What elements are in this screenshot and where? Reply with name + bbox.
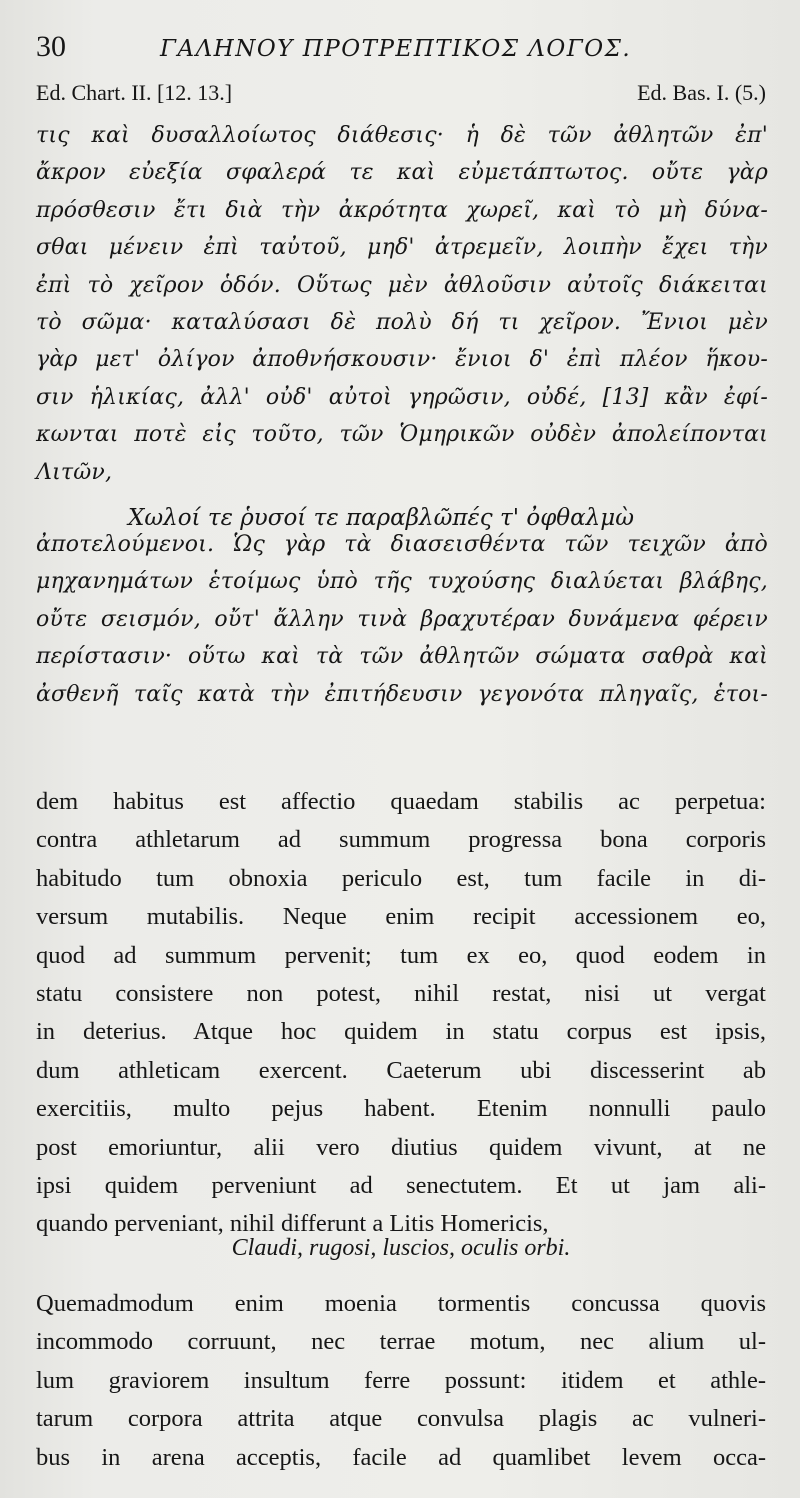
greek-line: τὸ σῶμα· καταλύσασι δὲ πολὺ δή τι χεῖρον. Ἔνιοι μὲν: [36, 309, 768, 335]
greek-line: Λιτῶν,: [36, 459, 113, 485]
page-number: 30: [36, 30, 66, 63]
greek-line: ἀποτελούμενοι. Ὡς γὰρ τὰ διασεισθέντα τῶν τειχῶν ἀπὸ: [36, 532, 768, 557]
running-head: [36, 30, 772, 70]
greek-line: τις καὶ δυσαλλοίωτος διάθεσις· ἡ δὲ τῶν ἀθλητῶν ἐπ': [36, 123, 768, 148]
latin-line: dum athleticam exercent. Caeterum ubi discesserint ab: [36, 1056, 766, 1084]
greek-line: κωνται ποτὲ εἰς τοῦτο, τῶν Ὁμηρικῶν οὐδὲν ἀπολείπονται: [36, 422, 768, 448]
latin-line: Quemadmodum enim moenia tormentis concussa quovis: [36, 1290, 766, 1317]
latin-text-block-continued: [36, 1285, 766, 1477]
latin-line: quando perveniant, nihil differunt a Litis Homericis,: [36, 1210, 549, 1238]
latin-line: ipsi quidem perveniunt ad senectutem. Et ut jam ali-: [36, 1171, 766, 1199]
greek-line: γὰρ μετ' ὀλίγον ἀποθνήσκουσιν· ἔνιοι δ' ἐπὶ πλέον ἥκου-: [36, 347, 768, 373]
latin-line: dem habitus est affectio quaedam stabilis ac perpetua:: [36, 788, 766, 815]
greek-line: οὔτε σεισμόν, οὔτ' ἄλλην τινὰ βραχυτέραν δυνάμενα φέρειν: [36, 606, 768, 632]
running-title: ΓΑΛΗΝΟΥ ΠΡΟΤΡΕΠΤΙΚΟΣ ΛΟΓΟΣ.: [160, 36, 632, 62]
greek-line: ἄκρον εὐεξία σφαλερά τε καὶ εὐμετάπτωτος. οὔτε γὰρ: [36, 160, 768, 186]
edition-basel-reference: Ed. Bas. I. (5.): [637, 80, 766, 105]
latin-verse-quotation: Claudi, rugosi, luscios, oculis orbi.: [231, 1235, 571, 1261]
greek-line: πρόσθεσιν ἔτι διὰ τὴν ἀκρότητα χωρεῖ, καὶ τὸ μὴ δύνα-: [36, 197, 768, 223]
greek-verse-quotation: Χωλοί τε ῥυσοί τε παραβλῶπές τ' ὀφθαλμὼ: [128, 504, 634, 531]
latin-line: in deterius. Atque hoc quidem in statu corpus est ipsis,: [36, 1018, 766, 1046]
greek-text-block-continued: [36, 526, 768, 713]
greek-line: σθαι μένειν ἐπὶ ταὐτοῦ, μηδ' ἀτρεμεῖν, λοιπὴν ἔχει τὴν: [36, 235, 768, 261]
latin-line: exercitiis, multo pejus habent. Etenim nonnulli paulo: [36, 1095, 766, 1123]
latin-line: habitudo tum obnoxia periculo est, tum facile in di-: [36, 864, 766, 892]
latin-line: lum graviorem insultum ferre possunt: itidem et athle-: [36, 1366, 766, 1394]
latin-text-block: [36, 783, 766, 1244]
latin-line: contra athletarum ad summum progressa bona corporis: [36, 826, 766, 854]
greek-line: περίστασιν· οὕτω καὶ τὰ τῶν ἀθλητῶν σώματα σαθρὰ καὶ: [36, 644, 768, 670]
latin-line: quod ad summum pervenit; tum ex eo, quod eodem in: [36, 941, 766, 969]
latin-line: versum mutabilis. Neque enim recipit accessionem eo,: [36, 903, 766, 931]
greek-line: ἐπὶ τὸ χεῖρον ὁδόν. Οὕτως μὲν ἀθλοῦσιν αὐτοῖς διάκειται: [36, 272, 768, 298]
greek-text-block: [36, 117, 768, 546]
greek-line: ἀσθενῆ ταῖς κατὰ τὴν ἐπιτήδευσιν γεγονότα πληγαῖς, ἑτοι-: [36, 681, 768, 707]
latin-line: statu consistere non potest, nihil restat, nisi ut vergat: [36, 979, 766, 1007]
greek-line: σιν ἡλικίας, ἀλλ' οὐδ' αὐτοὶ γηρῶσιν, οὐδέ, [13] κἂν ἐφί-: [36, 384, 768, 410]
latin-line: post emoriuntur, alii vero diutius quidem vivunt, at ne: [36, 1133, 766, 1161]
latin-line: bus in arena acceptis, facile ad quamlibet levem occa-: [36, 1443, 766, 1471]
greek-line: μηχανημάτων ἑτοίμως ὑπὸ τῆς τυχούσης διαλύεται βλάβης,: [36, 569, 768, 595]
edition-chart-reference: Ed. Chart. II. [12. 13.]: [36, 80, 233, 105]
latin-line: tarum corpora attrita atque convulsa plagis ac vulneri-: [36, 1405, 766, 1433]
latin-line: incommodo corruunt, nec terrae motum, nec alium ul-: [36, 1328, 766, 1356]
